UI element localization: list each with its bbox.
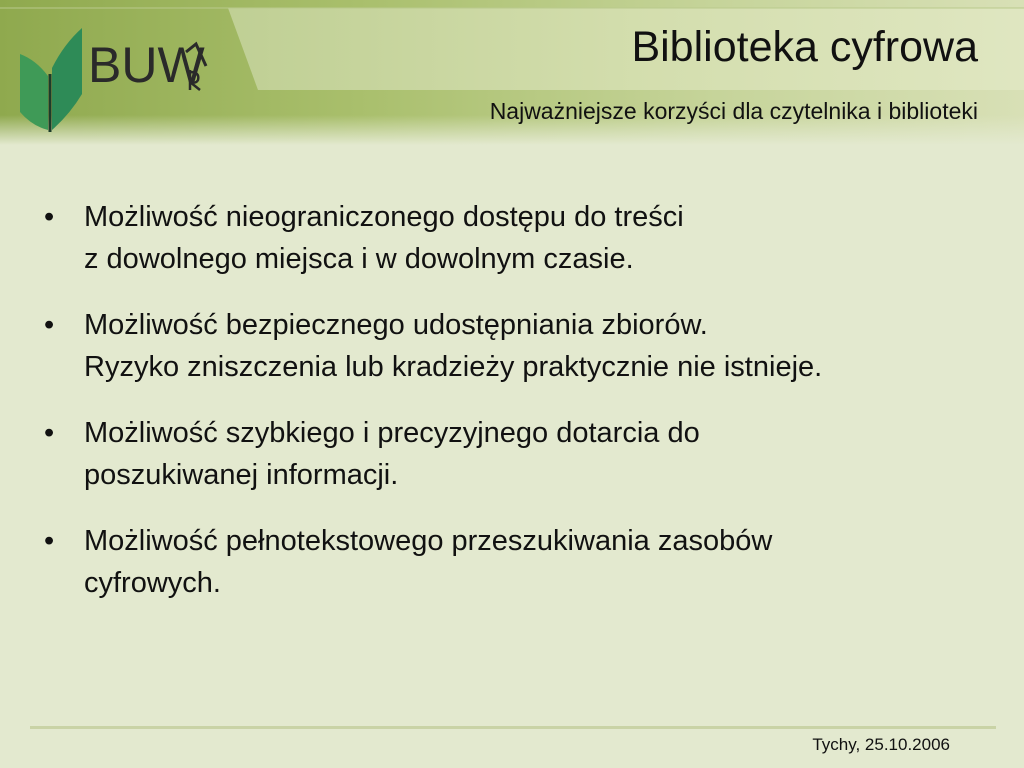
bullet-icon: • xyxy=(44,309,55,341)
footer-date-location: Tychy, 25.10.2006 xyxy=(812,735,950,754)
bullet-line: Możliwość nieograniczonego dostępu do treści xyxy=(84,201,684,233)
page-title: Biblioteka cyfrowa xyxy=(631,23,978,71)
buw-logo xyxy=(10,14,215,134)
header-banner xyxy=(0,0,1024,145)
bullet-line: Możliwość pełnotekstowego przeszukiwania zasobów xyxy=(84,525,773,557)
bullet-list xyxy=(44,196,1004,628)
bullet-item xyxy=(44,196,1004,280)
bullet-line: cyfrowych. xyxy=(84,567,221,599)
page-subtitle: Najważniejsze korzyści dla czytelnika i biblioteki xyxy=(489,98,978,124)
bullet-icon: • xyxy=(44,417,55,449)
logo-left-leaf-icon xyxy=(20,54,48,130)
bullet-item xyxy=(44,520,1004,604)
bullet-line: poszukiwanej informacji. xyxy=(84,459,399,491)
bullet-item xyxy=(44,304,1004,388)
footer-divider xyxy=(30,726,996,729)
bullet-line: Możliwość szybkiego i precyzyjnego dotarcia do xyxy=(84,417,700,449)
bullet-icon: • xyxy=(44,525,55,557)
bullet-line: Możliwość bezpiecznego udostępniania zbiorów. xyxy=(84,309,708,341)
logo-right-leaf-icon xyxy=(52,28,82,130)
bullet-line: Ryzyko zniszczenia lub kradzieży praktycznie nie istnieje. xyxy=(84,351,823,383)
bullet-icon: • xyxy=(44,201,55,233)
bullet-item xyxy=(44,412,1004,496)
bullet-line: z dowolnego miejsca i w dowolnym czasie. xyxy=(84,243,634,275)
logo-text: BUW xyxy=(88,37,205,93)
